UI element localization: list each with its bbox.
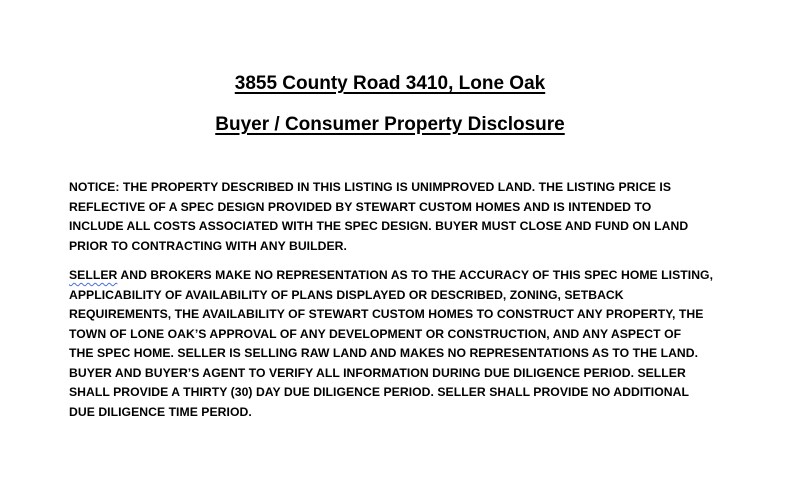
notice-line: PRIOR TO CONTRACTING WITH ANY BUILDER.: [69, 238, 347, 253]
disclaimer-line: APPLICABILITY OF AVAILABILITY OF PLANS DISPLAYED OR DESCRIBED, ZONING, SETBACK: [69, 287, 624, 302]
notice-paragraph: [69, 178, 749, 256]
disclaimer-line: TOWN OF LONE OAK’S APPROVAL OF ANY DEVELOPMENT OR CONSTRUCTION, AND ANY ASPECT OF: [69, 326, 682, 341]
disclaimer-first-line-rest: AND BROKERS MAKE NO REPRESENTATION AS TO THE ACCURACY OF THIS SPEC HOME LISTING,: [117, 268, 714, 282]
notice-line: REFLECTIVE OF A SPEC DESIGN PROVIDED BY STEWART CUSTOM HOMES AND IS INTENDED TO: [69, 199, 652, 214]
spellcheck-flagged-word[interactable]: SELLER: [69, 268, 118, 282]
disclaimer-first-line: [69, 266, 749, 286]
disclaimer-paragraph: [69, 266, 749, 422]
disclaimer-line: REQUIREMENTS, THE AVAILABILITY OF STEWART CUSTOM HOMES TO CONSTRUCT ANY PROPERTY, THE: [69, 307, 704, 321]
property-address-title: 3855 County Road 3410, Lone Oak: [234, 73, 546, 94]
disclosure-subtitle: Buyer / Consumer Property Disclosure: [215, 114, 565, 135]
disclaimer-line: THE SPEC HOME. SELLER IS SELLING RAW LAND AND MAKES NO REPRESENTATIONS AS TO THE LAND.: [69, 346, 699, 360]
notice-line: INCLUDE ALL COSTS ASSOCIATED WITH THE SPEC DESIGN. BUYER MUST CLOSE AND FUND ON LAND: [69, 219, 689, 233]
disclaimer-line: BUYER AND BUYER’S AGENT TO VERIFY ALL INFORMATION DURING DUE DILIGENCE PERIOD. SELLER: [69, 365, 686, 380]
disclaimer-line: DUE DILIGENCE TIME PERIOD.: [69, 404, 252, 419]
notice-line: NOTICE: THE PROPERTY DESCRIBED IN THIS LISTING IS UNIMPROVED LAND. THE LISTING PRICE IS: [69, 180, 672, 194]
disclaimer-line: SHALL PROVIDE A THIRTY (30) DAY DUE DILIGENCE PERIOD. SELLER SHALL PROVIDE NO ADDITIONAL: [69, 385, 689, 399]
